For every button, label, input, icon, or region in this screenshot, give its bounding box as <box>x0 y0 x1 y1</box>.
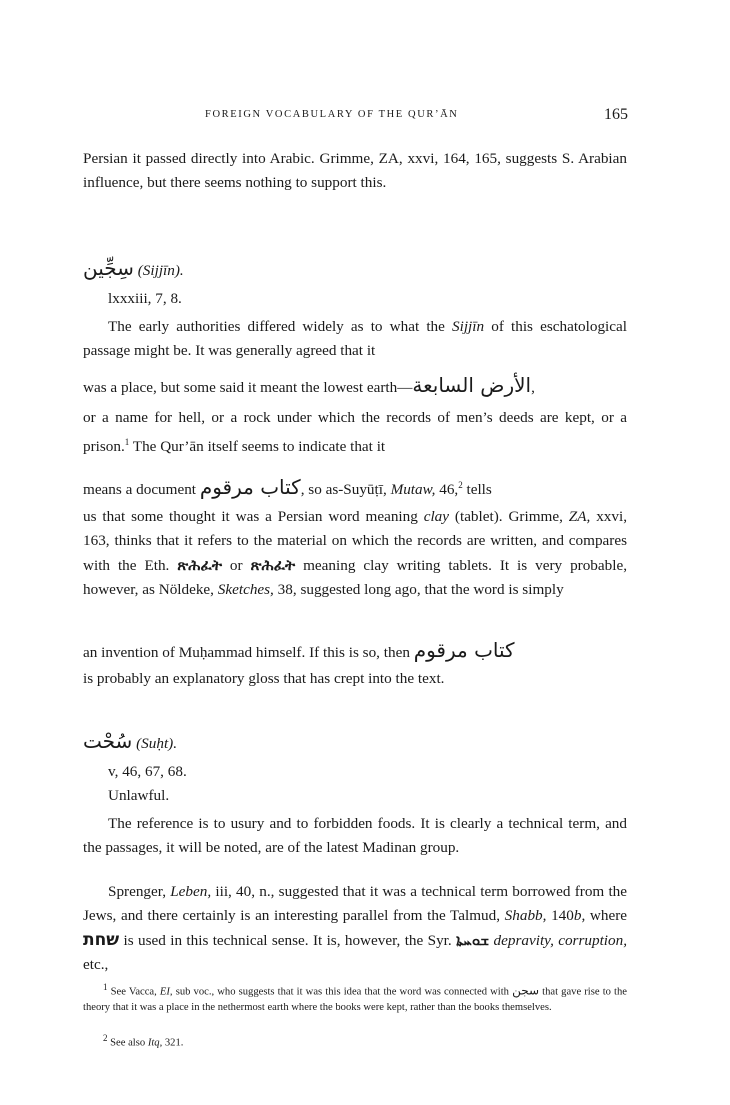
arabic-phrase: الأرض السابعة <box>412 373 532 397</box>
continuation-paragraph: Persian it passed directly into Arabic. Grimme, ZA, xxvi, 164, 165, suggests S. Arabian influence, but there seems nothing to support this. <box>83 150 627 191</box>
arabic-headword: سِجِّين <box>83 256 134 280</box>
text-span: an invention of Muḥammad himself. If this is so, then <box>83 644 414 661</box>
text-span: that gave rise to the theory that it was a place in the nethermost earth where the books were kept, rather than the books themselves. <box>83 986 627 1013</box>
text-span: 321. <box>162 1037 184 1049</box>
text-span: xxvi, 163, thinks that it refers to the material on which the records are written, and compares with the Eth. <box>83 508 627 574</box>
text-line <box>83 373 535 397</box>
text-span: or a name for hell, or a rock under which the records of men’s deeds are kept, or a prison. <box>83 409 627 456</box>
ethiopic-word: ጽሕፈት <box>177 556 222 574</box>
text-span: means a document <box>83 481 200 498</box>
quran-references: lxxxiii, 7, 8. <box>108 290 182 307</box>
footnote-number: 2 <box>103 1033 108 1043</box>
transliteration: (Sijjīn). <box>137 262 184 279</box>
entry-heading-suht <box>83 729 177 753</box>
footnote-1 <box>83 980 627 1015</box>
text-line: is probably an explanatory gloss that has crept into the text. <box>83 670 445 687</box>
arabic-phrase: كتاب مرقوم <box>413 638 515 662</box>
italic-term: b, <box>573 907 586 924</box>
arabic-word: سجن <box>512 983 540 998</box>
transliteration: (Suḥt). <box>136 735 178 752</box>
quran-references: v, 46, 67, 68. <box>108 763 187 780</box>
text-span: tells <box>462 481 492 498</box>
text-span: etc., <box>83 956 109 973</box>
text-span: of this eschatological passage might be. It was generally agreed that it <box>83 318 627 359</box>
italic-term: depravity, corruption, <box>489 932 627 949</box>
text-span: or <box>221 557 251 574</box>
hebrew-word: שחת <box>83 930 120 950</box>
text-span: Sprenger, <box>108 883 171 900</box>
text-line <box>83 638 515 662</box>
text-span: See also <box>107 1037 148 1049</box>
italic-term: Sketches, <box>217 581 274 598</box>
text-span: us that some thought it was a Persian word meaning <box>83 508 424 525</box>
text-span: , <box>531 379 535 396</box>
italic-term: Leben, <box>170 883 212 900</box>
text-block <box>83 406 627 459</box>
text-span: 140 <box>546 907 574 924</box>
italic-term: Shabb, <box>504 907 547 924</box>
text-span: 38, suggested long ago, that the word is simply <box>273 581 564 598</box>
text-line <box>83 475 492 499</box>
arabic-phrase: كتاب مرقوم <box>199 475 301 499</box>
italic-term: Sijjīn <box>452 318 485 335</box>
running-title: FOREIGN VOCABULARY OF THE QUR’ĀN <box>205 109 459 120</box>
entry-paragraph: The reference is to usury and to forbidden foods. It is clearly a technical term, and the passages, it will be noted, are of the latest Madinan group. <box>83 815 627 856</box>
text-span: where <box>585 907 627 924</box>
text-span: is used in this technical sense. It is, however, the Syr. <box>119 932 457 949</box>
gloss: Unlawful. <box>108 787 170 804</box>
syriac-word: ܫܘܚܬܐ <box>456 931 490 949</box>
text-span: meaning clay writing tablets. It is very probable, however, as Nöldeke, <box>83 557 627 598</box>
italic-term: Mutaw, <box>390 481 436 498</box>
text-span: The early authorities differed widely as to what the <box>108 318 453 335</box>
text-span: See Vacca, <box>107 986 160 998</box>
italic-term: ZA, <box>568 508 591 525</box>
entry-paragraph <box>83 315 627 363</box>
page-number: 165 <box>604 106 628 123</box>
text-span: 46, <box>435 481 459 498</box>
entry-paragraph <box>83 880 627 977</box>
italic-term: Itq, <box>147 1037 163 1049</box>
text-span: iii, 40, n., suggested that it was a technical term borrowed from the Jews, and there certainly is an interesting parallel from the Talmud, <box>83 883 628 924</box>
text-span: , so as-Suyūṭī, <box>300 481 391 498</box>
entry-heading-sijjin <box>83 256 184 280</box>
ethiopic-word: ጽሕፈት <box>250 556 296 574</box>
text-span: sub voc., who suggests that it was this idea that the word was connected with <box>172 986 513 998</box>
italic-term: EI, <box>159 986 173 998</box>
text-span: The Qur’ān itself seems to indicate that it <box>129 438 386 456</box>
footnote-marker: 2 <box>458 479 463 490</box>
footnote-number: 1 <box>103 982 108 992</box>
footnote-2 <box>83 1031 627 1051</box>
italic-term: clay <box>423 508 450 525</box>
text-block <box>83 505 627 602</box>
arabic-headword: سُحْت <box>83 729 133 753</box>
text-span: was a place, but some said it meant the lowest earth— <box>83 379 413 396</box>
footnote-marker: 1 <box>124 437 130 447</box>
text-span: (tablet). Grimme, <box>449 508 569 525</box>
